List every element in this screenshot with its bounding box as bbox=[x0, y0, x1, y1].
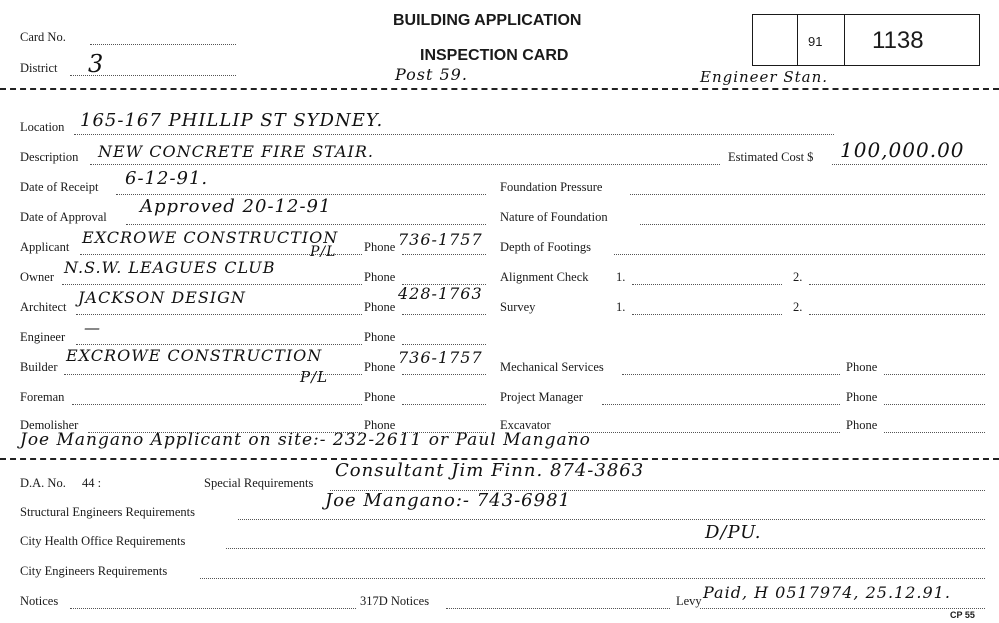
builder-phone-label: Phone bbox=[364, 360, 396, 374]
structural-requirements-value: Joe Mangano:- 743-6981 bbox=[325, 490, 571, 511]
mechanical-phone-label: Phone bbox=[846, 360, 878, 374]
levy-label: Levy bbox=[676, 594, 702, 608]
date-approval-label: Date of Approval bbox=[20, 210, 107, 224]
demolisher-phone-label: Phone bbox=[364, 418, 396, 432]
foundation-pressure-label: Foundation Pressure bbox=[500, 180, 603, 194]
foundation-pressure-line bbox=[630, 194, 985, 195]
special-requirements-label: Special Requirements bbox=[204, 476, 314, 490]
description-value: NEW CONCRETE FIRE STAIR. bbox=[98, 142, 374, 161]
architect-line bbox=[76, 314, 362, 315]
foreman-phone-line bbox=[402, 404, 486, 405]
applicant-site-note: Joe Mangano Applicant on site:- 232-2611 or Paul Mangano bbox=[20, 430, 591, 450]
excavator-label: Excavator bbox=[500, 418, 551, 432]
header-divider bbox=[0, 88, 999, 90]
foreman-line bbox=[72, 404, 362, 405]
owner-label: Owner bbox=[20, 270, 55, 284]
card-number: 1138 bbox=[872, 27, 924, 54]
nature-foundation-label: Nature of Foundation bbox=[500, 210, 608, 224]
description-label: Description bbox=[20, 150, 79, 164]
district-value: 3 bbox=[88, 50, 105, 78]
district-label: District bbox=[20, 61, 58, 75]
applicant-phone-line bbox=[402, 254, 486, 255]
special-requirements-value: Consultant Jim Finn. 874-3863 bbox=[335, 460, 645, 481]
builder-phone-line bbox=[402, 374, 486, 375]
card-number-box bbox=[752, 14, 980, 66]
mechanical-phone-line bbox=[884, 374, 985, 375]
project-manager-label: Project Manager bbox=[500, 390, 583, 404]
survey-label: Survey bbox=[500, 300, 536, 314]
card-no-label: Card No. bbox=[20, 30, 66, 44]
foreman-phone-label: Phone bbox=[364, 390, 396, 404]
date-receipt-value: 6-12-91. bbox=[125, 168, 209, 189]
architect-label: Architect bbox=[20, 300, 67, 314]
engineer-value: — bbox=[84, 318, 101, 337]
architect-phone: 428-1763 bbox=[398, 284, 483, 303]
form-code: CP 55 bbox=[950, 610, 975, 620]
date-approval-value: Approved 20-12-91 bbox=[140, 196, 332, 217]
engineer-line bbox=[76, 344, 362, 345]
survey-num-1: 1. bbox=[616, 300, 626, 314]
engineer-phone-line bbox=[402, 344, 486, 345]
description-line bbox=[90, 164, 720, 165]
da-no-label: D.A. No. bbox=[20, 476, 66, 490]
card-number-prefix: 91 bbox=[808, 34, 823, 49]
builder-pl: P/L bbox=[300, 368, 329, 386]
estimated-cost-value: 100,000.00 bbox=[840, 138, 965, 162]
demolisher-label: Demolisher bbox=[20, 418, 79, 432]
levy-line bbox=[700, 608, 985, 609]
card-no-line bbox=[90, 44, 236, 45]
alignment-num-1: 1. bbox=[616, 270, 626, 284]
depth-footings-line bbox=[614, 254, 985, 255]
architect-value: JACKSON DESIGN bbox=[78, 288, 246, 307]
alignment-num-2: 2. bbox=[793, 270, 803, 284]
project-manager-line bbox=[602, 404, 840, 405]
owner-value: N.S.W. LEAGUES CLUB bbox=[64, 258, 276, 277]
engineer-label: Engineer bbox=[20, 330, 66, 344]
owner-phone-label: Phone bbox=[364, 270, 396, 284]
card-title-line2: INSPECTION CARD bbox=[420, 47, 569, 64]
builder-phone: 736-1757 bbox=[398, 348, 483, 367]
engineer-phone-label: Phone bbox=[364, 330, 396, 344]
da-no-value: 44 : bbox=[82, 476, 102, 490]
estimated-cost-line bbox=[832, 164, 987, 165]
structural-requirements-label: Structural Engineers Requirements bbox=[20, 505, 195, 519]
alignment-check-label: Alignment Check bbox=[500, 270, 589, 284]
location-label: Location bbox=[20, 120, 65, 134]
health-requirements-label: City Health Office Requirements bbox=[20, 534, 186, 548]
city-engineers-label: City Engineers Requirements bbox=[20, 564, 168, 578]
survey-line-2 bbox=[809, 314, 985, 315]
structural-requirements-line bbox=[238, 519, 985, 520]
excavator-phone-label: Phone bbox=[846, 418, 878, 432]
date-approval-line bbox=[126, 224, 486, 225]
alignment-line-1 bbox=[632, 284, 782, 285]
location-line bbox=[74, 134, 834, 135]
post-note: Post 59. bbox=[395, 65, 468, 84]
mechanical-services-line bbox=[622, 374, 840, 375]
depth-footings-label: Depth of Footings bbox=[500, 240, 591, 254]
levy-value: Paid, H 0517974, 25.12.91. bbox=[703, 583, 951, 602]
project-manager-phone-line bbox=[884, 404, 985, 405]
city-engineers-line bbox=[200, 578, 985, 579]
builder-value: EXCROWE CONSTRUCTION bbox=[66, 346, 323, 365]
excavator-line bbox=[568, 432, 840, 433]
alignment-line-2 bbox=[809, 284, 985, 285]
notices-317d-label: 317D Notices bbox=[360, 594, 430, 608]
notices-line bbox=[70, 608, 356, 609]
card-title-line1: BUILDING APPLICATION bbox=[393, 12, 582, 29]
date-receipt-line bbox=[116, 194, 486, 195]
survey-line-1 bbox=[632, 314, 782, 315]
builder-label: Builder bbox=[20, 360, 58, 374]
notices-label: Notices bbox=[20, 594, 59, 608]
applicant-label: Applicant bbox=[20, 240, 70, 254]
date-receipt-label: Date of Receipt bbox=[20, 180, 99, 194]
applicant-value: EXCROWE CONSTRUCTION bbox=[82, 228, 339, 247]
estimated-cost-label: Estimated Cost $ bbox=[728, 150, 814, 164]
foreman-label: Foreman bbox=[20, 390, 65, 404]
nature-foundation-line bbox=[640, 224, 985, 225]
owner-line bbox=[62, 284, 362, 285]
applicant-phone-label: Phone bbox=[364, 240, 396, 254]
applicant-phone: 736-1757 bbox=[398, 230, 483, 249]
excavator-phone-line bbox=[884, 432, 985, 433]
health-requirements-value: D/PU. bbox=[705, 522, 762, 543]
applicant-pl: P/L bbox=[310, 244, 337, 260]
mechanical-services-label: Mechanical Services bbox=[500, 360, 604, 374]
location-value: 165-167 PHILLIP ST SYDNEY. bbox=[80, 110, 384, 131]
notices-317d-line bbox=[446, 608, 670, 609]
engineer-note: Engineer Stan. bbox=[700, 68, 829, 86]
architect-phone-label: Phone bbox=[364, 300, 396, 314]
architect-phone-line bbox=[402, 314, 486, 315]
project-manager-phone-label: Phone bbox=[846, 390, 878, 404]
health-requirements-line bbox=[226, 548, 985, 549]
survey-num-2: 2. bbox=[793, 300, 803, 314]
